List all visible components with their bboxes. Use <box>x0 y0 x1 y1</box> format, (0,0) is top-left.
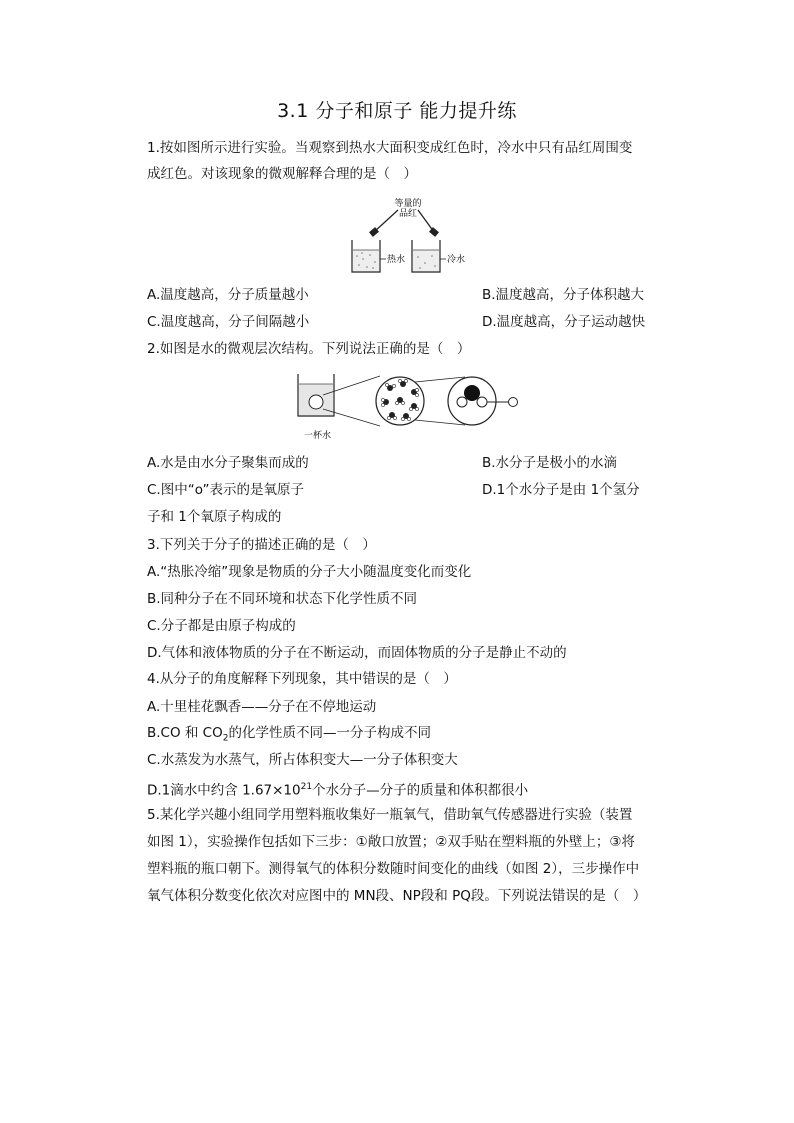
q1-option-a[interactable]: A.温度越高，分子质量越小 <box>147 287 309 303</box>
q5-line1: 5.某化学兴趣小组同学用塑料瓶收集好一瓶氧气，借助氧气传感器进行实验（装置 <box>147 807 633 823</box>
oxygen-atom <box>464 385 480 401</box>
hydrogen-atom-right <box>477 397 487 407</box>
hydrogen-atom-left <box>457 397 467 407</box>
atom-symbol <box>509 398 518 407</box>
q1-stem-line1: 1.按如图所示进行实验。当观察到热水大面积变成红色时，冷水中只有品红周围变 <box>147 140 633 156</box>
q2-water-structure-diagram <box>290 364 530 444</box>
q1-stem-line2: 成红色。对该现象的微观解释合理的是（ ） <box>147 166 417 182</box>
q4-option-d-pre: D.1滴水中约含 1.67×10 <box>147 782 301 799</box>
q1-beaker-diagram <box>340 196 470 278</box>
q5-line4: 氧气体积分数变化依次对应图中的 MN段、NP段和 PQ段。下列说法错误的是（ ） <box>147 888 647 904</box>
dropper-left <box>374 210 398 232</box>
q1-option-d[interactable]: D.温度越高，分子运动越快 <box>482 314 646 330</box>
q2-option-d[interactable]: D.1个水分子是由 1个氢分 <box>482 482 640 498</box>
q2-option-c[interactable]: C.图中“o”表示的是氧原子 <box>147 482 304 498</box>
caption-cup-of-water: 一杯水 <box>304 431 332 441</box>
q1-option-c[interactable]: C.温度越高，分子间隔越小 <box>147 314 310 330</box>
q4-stem: 4.从分子的角度解释下列现象，其中错误的是（ ） <box>147 671 457 687</box>
label-equal-amount: 等量的 <box>394 199 422 209</box>
water-drop-zoom <box>309 395 323 409</box>
q1-option-b[interactable]: B.温度越高，分子体积越大 <box>482 287 645 303</box>
q5-line2: 如图 1），实验操作包括如下三步：①敞口放置；②双手贴在塑料瓶的外壁上；③将 <box>147 834 635 850</box>
q4-option-d-superscript: 21 <box>300 782 313 792</box>
label-cold-water: 冷水 <box>447 255 466 265</box>
label-hot-water: 热水 <box>387 255 406 265</box>
q4-option-c[interactable]: C.水蒸发为水蒸气，所占体积变大—一分子体积变大 <box>147 752 458 768</box>
q3-stem: 3.下列关于分子的描述正确的是（ ） <box>147 537 376 553</box>
q3-option-d[interactable]: D.气体和液体物质的分子在不断运动，而固体物质的分子是静止不动的 <box>147 645 567 661</box>
page-title: 3.1 分子和原子 能力提升练 <box>277 100 517 122</box>
q4-option-b-pre: B.CO 和 CO <box>147 725 223 741</box>
q4-option-b-post: 的化学性质不同—一分子构成不同 <box>228 725 431 741</box>
q3-option-b[interactable]: B.同种分子在不同环境和状态下化学性质不同 <box>147 591 418 607</box>
q4-option-b-subscript: 2 <box>222 733 229 744</box>
q4-option-d-post: 个水分子—分子的质量和体积都很小 <box>312 782 529 799</box>
q5-line3: 塑料瓶的瓶口朝下。测得氧气的体积分数随时间变化的曲线（如图 2），三步操作中 <box>147 861 640 877</box>
q2-option-b[interactable]: B.水分子是极小的水滴 <box>482 455 618 471</box>
q4-option-b[interactable] <box>147 724 431 748</box>
q2-option-d-cont: 子和 1个氧原子构成的 <box>147 509 282 525</box>
q2-option-a[interactable]: A.水是由水分子聚集而成的 <box>147 455 309 471</box>
q3-option-a[interactable]: A.“热胀冷缩”现象是物质的分子大小随温度变化而变化 <box>147 564 472 580</box>
label-pinkred: 品红 <box>398 209 418 219</box>
q3-option-c[interactable]: C.分子都是由原子构成的 <box>147 618 296 634</box>
q4-option-a[interactable]: A.十里桂花飘香——分子在不停地运动 <box>147 699 377 715</box>
q4-option-d[interactable] <box>147 778 528 800</box>
q2-stem: 2.如图是水的微观层次结构。下列说法正确的是（ ） <box>147 341 471 357</box>
